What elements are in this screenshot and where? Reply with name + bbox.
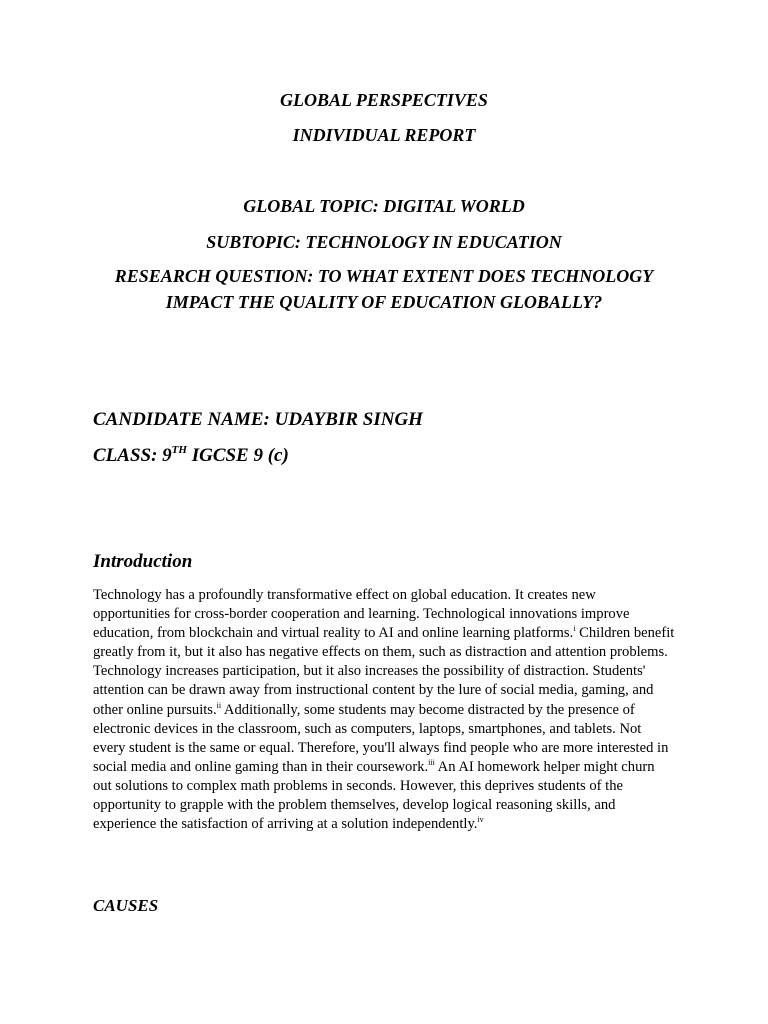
footnote-ref[interactable]: ii <box>216 700 222 710</box>
research-question: RESEARCH QUESTION: TO WHAT EXTENT DOES TECHNOLOGY IMPACT THE QUALITY OF EDUCATION GLOBALLY? <box>114 266 654 312</box>
footnote-ref[interactable]: iii <box>428 757 435 767</box>
report-title-line1: GLOBAL PERSPECTIVES <box>280 90 488 110</box>
report-title-line2: INDIVIDUAL REPORT <box>292 125 476 145</box>
subtopic: SUBTOPIC: TECHNOLOGY IN EDUCATION <box>206 232 562 252</box>
intro-text-segment: Technology has a profoundly transformative effect on global education. It creates new opportunities for cross-border cooperation and learning. Technological innovations improve education, from blockchain and virtual reality to AI and online learning platforms. <box>93 587 630 642</box>
global-topic: GLOBAL TOPIC: DIGITAL WORLD <box>243 196 525 216</box>
footnote-ref[interactable]: i <box>573 624 576 634</box>
introduction-paragraph <box>93 586 675 834</box>
intro-text-segment: Additionally, some students may become distracted by the presence of electronic devices in the classroom, such as computers, laptops, smartphones, and tablets. Not every student is the same or equal. Therefore, you'll always find people who are more interested in social media and online gaming than in their coursework. <box>93 701 669 775</box>
class-suffix: IGCSE 9 (c) <box>186 445 289 466</box>
footnote-ref[interactable]: iv <box>477 815 484 825</box>
candidate-class <box>93 443 289 469</box>
introduction-heading: Introduction <box>93 551 193 572</box>
intro-text-segment: Children benefit greatly from it, but it also has negative effects on them, such as distraction and attention problems. Technology increases participation, but it also increases the possibility of distraction. Students' attention can be drawn away from instructional content by the lure of social media, gaming, and other online pursuits. <box>93 625 675 718</box>
causes-heading: CAUSES <box>93 896 159 915</box>
class-prefix: CLASS: 9 <box>93 445 172 466</box>
intro-text-segment: An AI homework helper might churn out solutions to complex math problems in seconds. However, this deprives students of the opportunity to grapple with the problem themselves, develop logical reasoning skills, and experience the satisfaction of arriving at a solution independently. <box>93 758 655 833</box>
candidate-name: CANDIDATE NAME: UDAYBIR SINGH <box>93 409 423 430</box>
class-ordinal-superscript: TH <box>171 444 187 456</box>
